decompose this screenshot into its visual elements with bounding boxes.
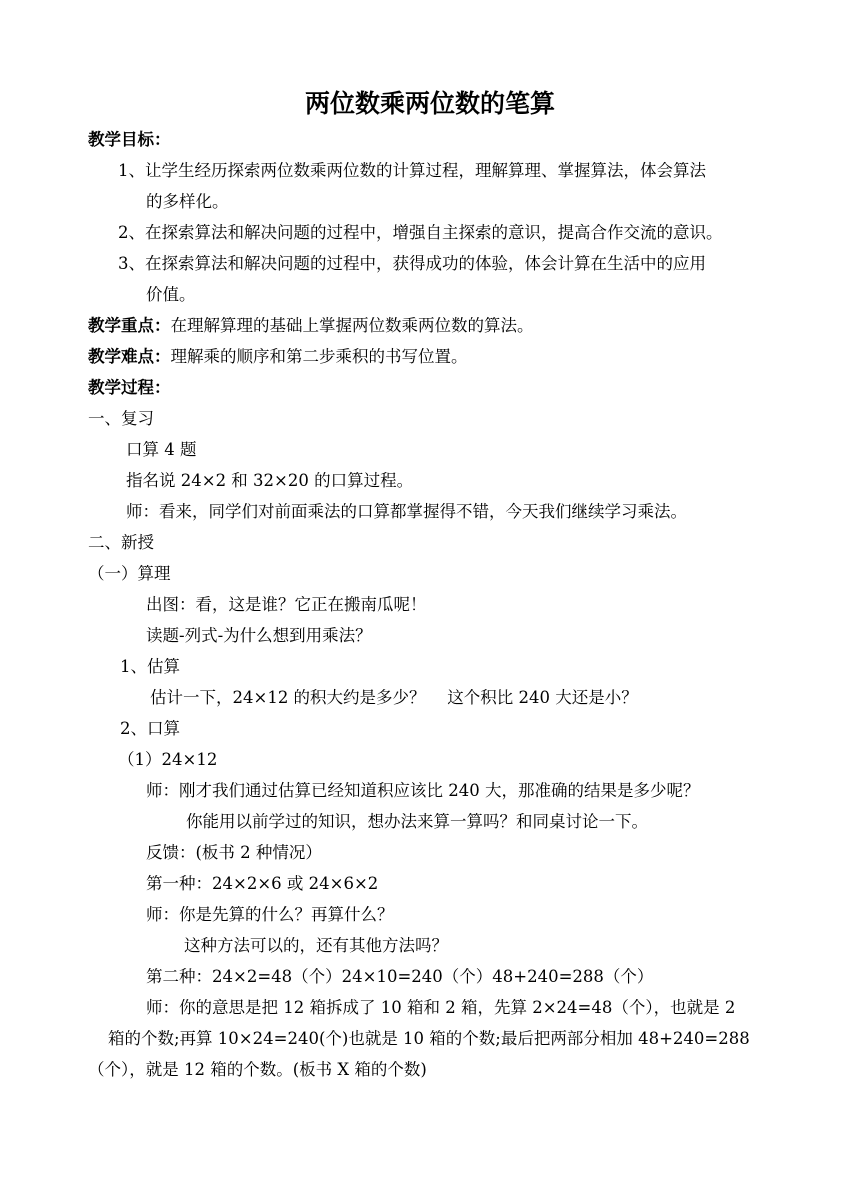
estimate-text: 估计一下，24×12 的积大约是多少？ 这个积比 240 大还是小？ [150, 688, 638, 707]
paragraph-2: 读题-列式-为什么想到用乘法？ [146, 626, 372, 645]
teacher-line-2b: 这种方法可以的，还有其他方法吗？ [184, 936, 448, 955]
section-new: 二、新授 [88, 533, 154, 552]
teacher-line-1: 师：刚才我们通过估算已经知道积应该比 240 大，那准确的结果是多少呢？ [146, 781, 700, 800]
review-line-1: 口算 4 题 [126, 440, 197, 459]
teacher-line-3: 师：你的意思是把 12 箱拆成了 10 箱和 2 箱，先算 2×24=48（个），也就是 2 [146, 998, 736, 1017]
key-point-text: 在理解算理的基础上掌握两位数乘两位数的算法。 [170, 316, 534, 335]
teacher-line-3c: （个），就是 12 箱的个数。(板书 X 箱的个数) [88, 1060, 427, 1079]
oral-heading: 2、口算 [120, 719, 180, 738]
subsection-arithmetic: （一）算理 [88, 564, 171, 583]
objective-2: 2、在探索算法和解决问题的过程中，增强自主探索的意识，提高合作交流的意识。 [118, 223, 723, 242]
teacher-line-3b: 箱的个数;再算 10×24=240(个)也就是 10 箱的个数;最后把两部分相加 48+240=288 [108, 1029, 750, 1048]
section-review: 一、复习 [88, 409, 154, 428]
method-2: 第二种：24×2=48（个）24×10=240（个）48+240=288（个） [146, 967, 654, 986]
oral-item-1: （1）24×12 [118, 750, 218, 769]
process-heading: 教学过程： [88, 378, 171, 397]
teacher-line-2: 师：你是先算的什么？再算什么？ [146, 905, 394, 924]
objective-3-line1: 3、在探索算法和解决问题的过程中，获得成功的体验，体会计算在生活中的应用 [118, 254, 706, 273]
difficulty-text: 理解乘的顺序和第二步乘积的书写位置。 [170, 347, 468, 366]
paragraph-1: 出图：看，这是谁？它正在搬南瓜呢！ [146, 595, 427, 614]
objectives-heading: 教学目标： [88, 130, 171, 149]
objective-3-line2: 价值。 [146, 285, 196, 304]
difficulty-label: 教学难点： [88, 347, 171, 366]
review-line-3: 师：看来，同学们对前面乘法的口算都掌握得不错，今天我们继续学习乘法。 [126, 502, 687, 521]
key-point-label: 教学重点： [88, 316, 171, 335]
difficulty [88, 345, 468, 369]
objective-1-line1: 1、让学生经历探索两位数乘两位数的计算过程，理解算理、掌握算法，体会算法 [118, 161, 706, 180]
estimate-heading: 1、估算 [120, 657, 180, 676]
review-line-2: 指名说 24×2 和 32×20 的口算过程。 [126, 471, 414, 490]
objective-1-line2: 的多样化。 [146, 192, 229, 211]
document-title: 两位数乘两位数的笔算 [304, 89, 555, 118]
method-1: 第一种：24×2×6 或 24×6×2 [146, 874, 379, 893]
teacher-line-1b: 你能用以前学过的知识，想办法来算一算吗？和同桌讨论一下。 [186, 812, 648, 831]
key-point [88, 314, 534, 338]
feedback-line: 反馈：(板书 2 种情况） [146, 843, 322, 862]
